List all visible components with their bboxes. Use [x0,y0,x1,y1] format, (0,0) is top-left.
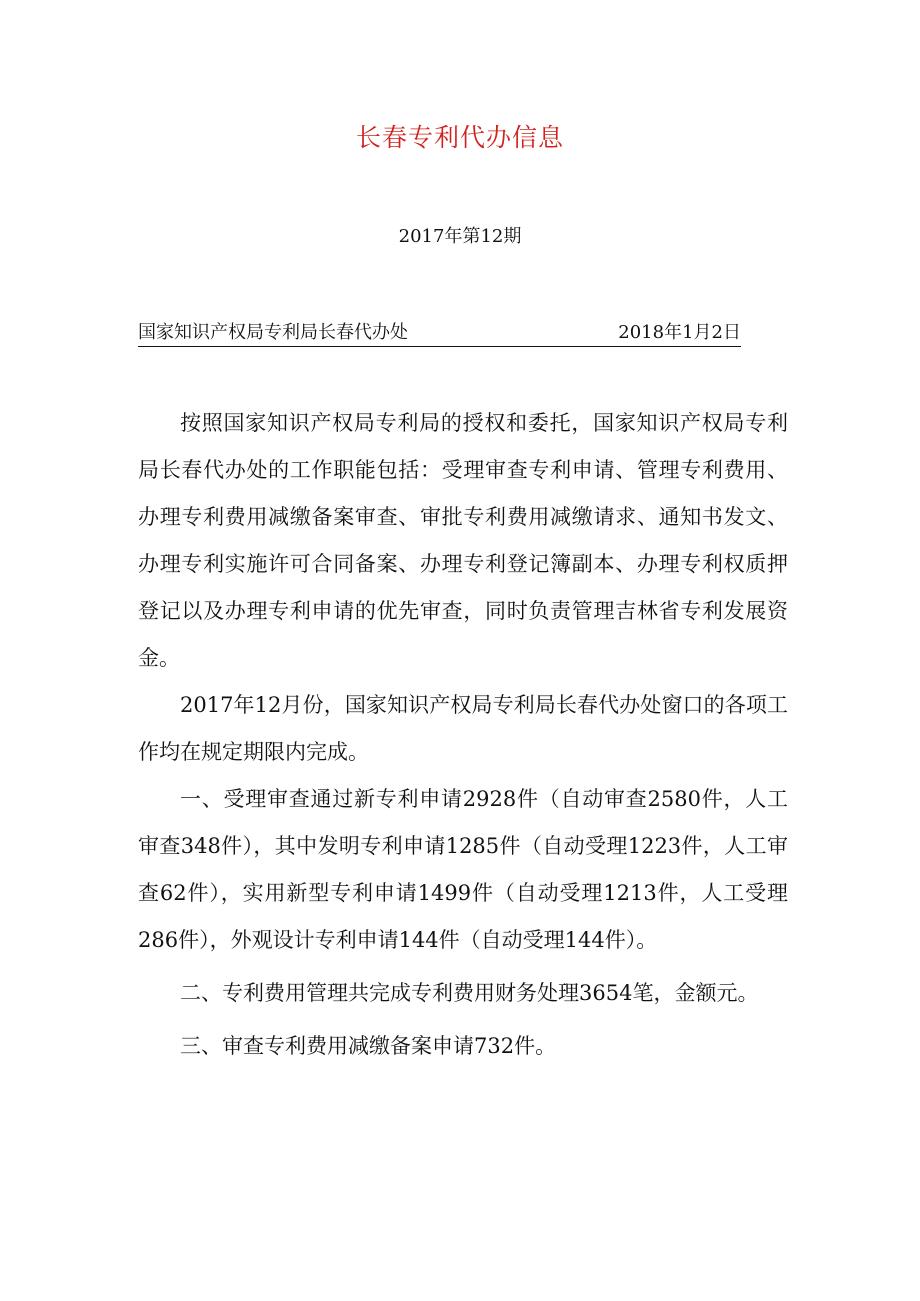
issuer-line [138,318,741,347]
paragraph-fees: 二、专利费用管理共完成专利费用财务处理3654笔，金额元。 [180,981,759,1005]
document-body [138,400,788,1070]
issue-date: 2018年1月2日 [618,322,741,343]
issue-number: 2017年第12期 [398,226,522,247]
paragraph-reduction: 三、审查专利费用减缴备案申请732件。 [180,1034,557,1058]
paragraph-functions: 按照国家知识产权局专利局的授权和委托，国家知识产权局专利局长春代办处的工作职能包括：受理审查专利申请、管理专利费用、办理专利费用减缴备案审查、审批专利费用减缴请求、通知书发文、办理专利实施许可合同备案、办理专利登记簿副本、办理专利权质押登记以及办理专利申请的优先审查，同时负责管理吉林省专利发展资金。 [138,411,788,670]
paragraph-summary: 2017年12月份，国家知识产权局专利局长春代办处窗口的各项工作均在规定期限内完成。 [138,693,788,764]
paragraph-applications: 一、受理审查通过新专利申请2928件（自动审查2580件，人工审查348件），其中发明专利申请1285件（自动受理1223件，人工审查62件），实用新型专利申请1499件（自动受理1213件，人工受理286件），外观设计专利申请144件（自动受理144件）。 [138,787,788,952]
document-title: 长春专利代办信息 [355,123,564,152]
issuer-name: 国家知识产权局专利局长春代办处 [138,322,408,343]
